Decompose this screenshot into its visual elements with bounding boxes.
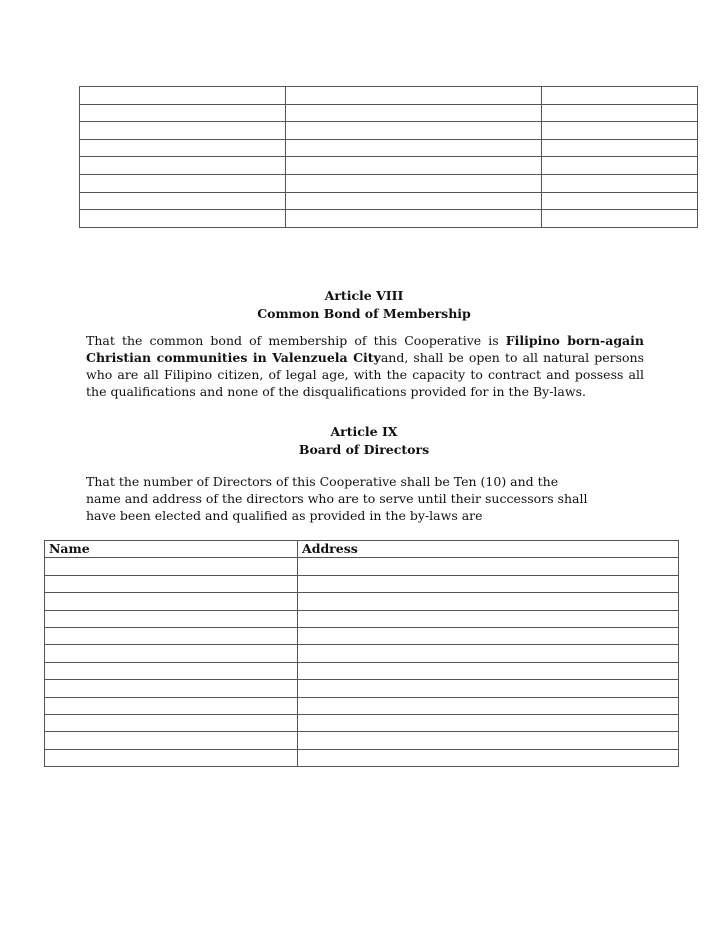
top-table-body bbox=[80, 87, 698, 228]
table-cell bbox=[542, 210, 698, 228]
table-row bbox=[80, 104, 698, 122]
table-cell bbox=[286, 210, 542, 228]
article9-paragraph bbox=[86, 473, 666, 524]
table-cell bbox=[542, 192, 698, 210]
table-row bbox=[80, 174, 698, 192]
table-cell bbox=[80, 87, 286, 105]
table-row bbox=[45, 558, 679, 575]
table-cell bbox=[80, 210, 286, 228]
table-cell bbox=[45, 680, 298, 697]
article9-line3: have been elected and qualified as provided in the by-laws are bbox=[86, 508, 483, 523]
table-cell bbox=[45, 575, 298, 592]
article8-subtitle: Common Bond of Membership bbox=[257, 306, 471, 321]
table-row bbox=[80, 210, 698, 228]
table-row bbox=[45, 680, 679, 697]
article8-text-before: That the common bond of membership of this Cooperative is bbox=[86, 333, 506, 348]
table-cell bbox=[45, 749, 298, 766]
table-row bbox=[45, 749, 679, 766]
table-cell bbox=[80, 157, 286, 175]
header-address: Address bbox=[298, 541, 679, 558]
table-cell bbox=[298, 732, 679, 749]
article9-title: Article IX bbox=[330, 424, 398, 439]
table-row bbox=[45, 575, 679, 592]
table-row bbox=[80, 139, 698, 157]
table-cell bbox=[45, 714, 298, 731]
table-cell bbox=[542, 139, 698, 157]
article9-subtitle: Board of Directors bbox=[298, 442, 430, 457]
table-cell bbox=[286, 174, 542, 192]
table-cell bbox=[298, 627, 679, 644]
table-cell bbox=[80, 104, 286, 122]
table-cell bbox=[286, 104, 542, 122]
article9-line1: That the number of Directors of this Cooperative shall be Ten (10) and the bbox=[86, 474, 559, 489]
table-cell bbox=[45, 662, 298, 679]
article8-bold-text: Filipino born-again Christian communities in Valenzuela City bbox=[86, 333, 644, 365]
table-cell bbox=[45, 627, 298, 644]
table-cell bbox=[286, 157, 542, 175]
table-cell bbox=[542, 122, 698, 140]
table-cell bbox=[45, 593, 298, 610]
table-cell bbox=[298, 749, 679, 766]
table-row bbox=[45, 732, 679, 749]
table-cell bbox=[298, 645, 679, 662]
table-cell bbox=[542, 174, 698, 192]
table-cell bbox=[298, 593, 679, 610]
directors-table-body bbox=[45, 541, 679, 767]
table-row bbox=[45, 662, 679, 679]
table-cell bbox=[45, 558, 298, 575]
header-name: Name bbox=[45, 541, 298, 558]
table-cell bbox=[298, 697, 679, 714]
table-row bbox=[45, 697, 679, 714]
table-cell bbox=[542, 87, 698, 105]
table-cell bbox=[80, 192, 286, 210]
table-row bbox=[80, 157, 698, 175]
table-row bbox=[80, 122, 698, 140]
table-cell bbox=[542, 104, 698, 122]
table-cell bbox=[45, 610, 298, 627]
table-cell bbox=[286, 122, 542, 140]
table-cell bbox=[45, 645, 298, 662]
table-row bbox=[80, 192, 698, 210]
table-cell bbox=[80, 122, 286, 140]
article8-paragraph bbox=[86, 332, 644, 400]
table-cell bbox=[298, 575, 679, 592]
table-cell bbox=[298, 680, 679, 697]
table-row bbox=[80, 87, 698, 105]
table-row bbox=[45, 645, 679, 662]
table-row bbox=[45, 610, 679, 627]
article9-line2: name and address of the directors who are to serve until their successors shall bbox=[86, 491, 588, 506]
table-cell bbox=[286, 87, 542, 105]
directors-table bbox=[44, 540, 679, 767]
table-cell bbox=[45, 732, 298, 749]
table-cell bbox=[80, 174, 286, 192]
table-cell bbox=[298, 558, 679, 575]
table-row bbox=[45, 714, 679, 731]
table-cell bbox=[45, 697, 298, 714]
table-cell bbox=[298, 610, 679, 627]
table-cell bbox=[298, 714, 679, 731]
top-table bbox=[79, 86, 698, 228]
table-row bbox=[45, 627, 679, 644]
table-cell bbox=[298, 662, 679, 679]
article8-title: Article VIII bbox=[324, 288, 404, 303]
table-cell bbox=[286, 192, 542, 210]
directors-header-row bbox=[45, 541, 679, 558]
table-cell bbox=[286, 139, 542, 157]
table-row bbox=[45, 593, 679, 610]
article8-text-after: and, shall be open to all natural persons who are all Filipino citizen, of legal age, with the capacity to contract and possess all the qualifications and none of the disqualifications provided for in the By-laws. bbox=[86, 350, 644, 399]
table-cell bbox=[80, 139, 286, 157]
table-cell bbox=[542, 157, 698, 175]
